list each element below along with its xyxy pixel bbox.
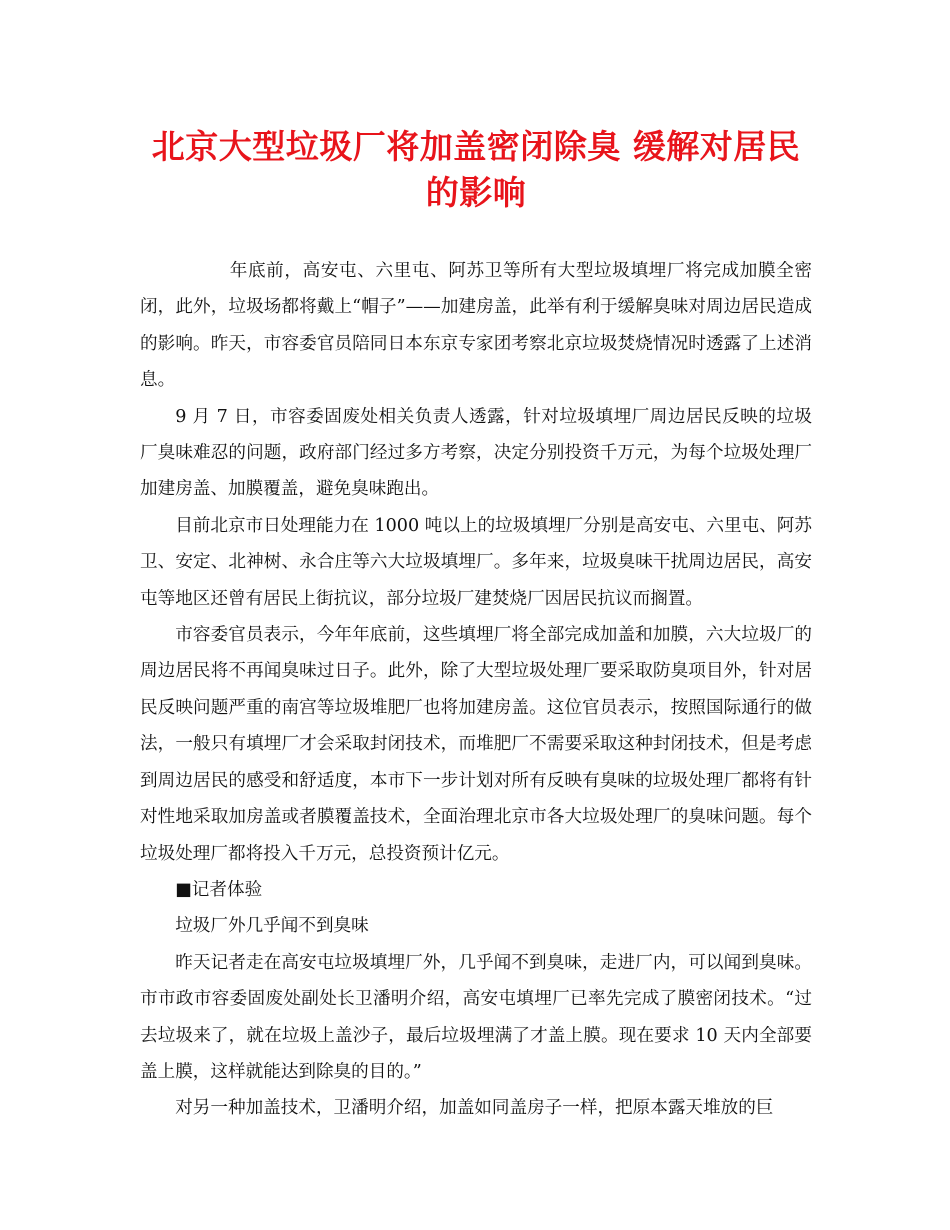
article-body [140,253,812,1127]
section-heading-reporter-experience: ■记者体验 [175,879,263,900]
paragraph-date-announcement: 9 月 7 日，市容委固废处相关负责人透露，针对垃圾填埋厂周边居民反映的垃圾厂臭味难忍的问题，政府部门经过多方考察，决定分别投资千万元，为每个垃圾处理厂加建房盖、加膜覆盖，避免臭味跑出。 [140,406,812,500]
paragraph-site-visit: 昨天记者走在高安屯垃圾填埋厂外，几乎闻不到臭味，走进厂内，可以闻到臭味。市市政市容委固废处副处长卫潘明介绍，高安屯填埋厂已率先完成了膜密闭技术。“过去垃圾来了，就在垃圾上盖沙子，最后垃圾埋满了才盖上膜。现在要求 10 天内全部要盖上膜，这样就能达到除臭的目的。” [140,952,812,1082]
article-title: 北京大型垃圾厂将加盖密闭除臭 缓解对居民的影响 [151,127,801,212]
subheading-outside-no-smell: 垃圾厂外几乎闻不到臭味 [175,916,369,937]
paragraph-landfill-list: 目前北京市日处理能力在 1000 吨以上的垃圾填埋厂分别是高安屯、六里屯、阿苏卫、安定、北神树、永合庄等六大垃圾填埋厂。多年来，垃圾臭味干扰周边居民，高安屯等地区还曾有居民上街抗议，部分垃圾厂建焚烧厂因居民抗议而搁置。 [140,515,812,609]
paragraph-official-statement: 市容委官员表示，今年年底前，这些填埋厂将全部完成加盖和加膜，六大垃圾厂的周边居民将不再闻臭味过日子。此外，除了大型垃圾处理厂要采取防臭项目外，针对居民反映问题严重的南宫等垃圾堆肥厂也将加建房盖。这位官员表示，按照国际通行的做法，一般只有填埋厂才会采取封闭技术，而堆肥厂不需要采取这种封闭技术，但是考虑到周边居民的感受和舒适度，本市下一步计划对所有反映有臭味的垃圾处理厂都将有针对性地采取加房盖或者膜覆盖技术，全面治理北京市各大垃圾处理厂的臭味问题。每个垃圾处理厂都将投入千万元，总投资预计亿元。 [140,625,812,864]
paragraph-cover-technology: 对另一种加盖技术，卫潘明介绍，加盖如同盖房子一样，把原本露天堆放的巨 [175,1098,774,1119]
paragraph-intro: 年底前，高安屯、六里屯、阿苏卫等所有大型垃圾填埋厂将完成加膜全密闭，此外，垃圾场都将戴上“帽子”——加建房盖，此举有利于缓解臭味对周边居民造成的影响。昨天，市容委官员陪同日本东京专家团考察北京垃圾焚烧情况时透露了上述消息。 [140,261,812,391]
